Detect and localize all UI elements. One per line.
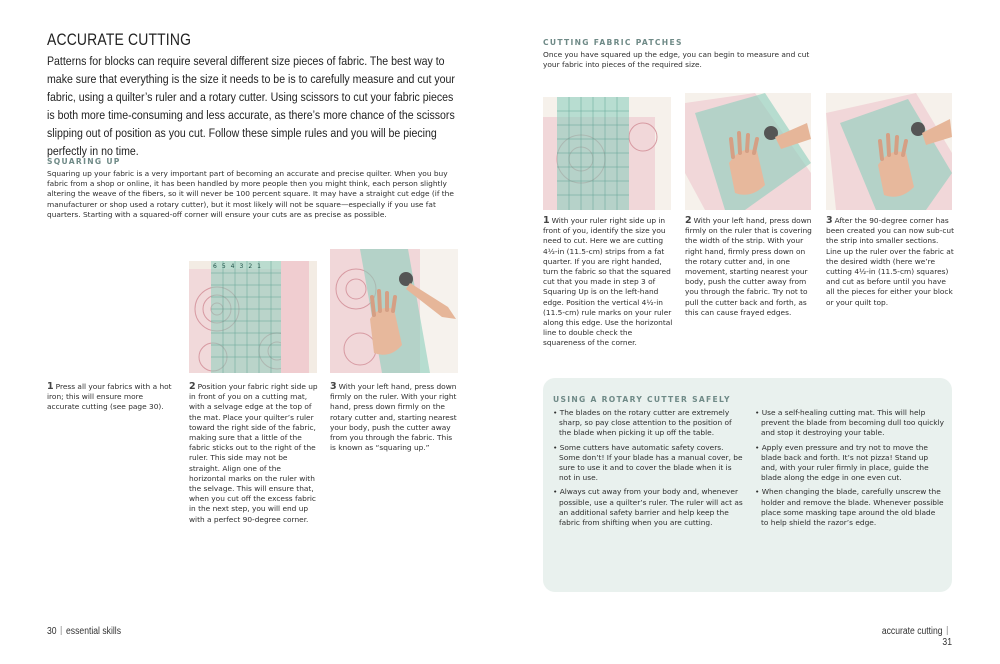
step-text: With your ruler right side up in front of you, identify the size you need to cut. Here we are cutting 4½-in (11.5-cm) strips from a fat quarter. If you are right handed, turn the fabric so that the squared cut that you made in step 3 of Squaring Up is on the left-hand edge. Position the vertical 4½-in (11.5-cm) rule marks on your ruler along this edge. Use the horizontal line to double check the squareness of the corner. (543, 216, 673, 348)
footer-label: accurate cutting (881, 626, 943, 637)
ruler-number: 5 (221, 263, 231, 270)
cutting-hand-illustration (330, 249, 458, 373)
ruler-number: 3 (239, 263, 249, 270)
squaring-step-3 (330, 382, 460, 453)
safety-bullet: • Apply even pressure and try not to move the blade back and forth. It’s not pizza! Stand up and, with your ruler firmly in place, guide the blade along the edge in one even cut. (755, 442, 929, 483)
step-number: 3 (330, 381, 337, 392)
rotary-bullets-left (553, 408, 743, 532)
cutting-patches-intro: Once you have squared up the edge, you can begin to measure and cut your fabric into pieces of the required size. (543, 50, 810, 70)
ruler-vertical-illustration (543, 97, 671, 210)
patches-photo-1 (543, 97, 671, 210)
left-footer (47, 626, 121, 637)
safety-bullet: • When changing the blade, carefully unscrew the holder and remove the blade. Whenever possible place some masking tape around the old blade to help shield the razor’s edge. (755, 487, 944, 528)
footer-label: essential skills (66, 626, 122, 637)
step-text: With your left hand, press down firmly on the ruler that is covering the width of the strip. With your right hand, firmly press down on the rotary cutter and, in one movement, starting nearest your body, push the cutter away from you through the fabric. Try not to pull the cutter back and forth, as this can cause frayed edges. (685, 216, 812, 317)
patches-step-2 (685, 216, 813, 318)
safety-bullet: • Some cutters have automatic safety covers. Some don’t! If your blade has a manual cover, be sure to use it and to cover the blade when it is not in use. (553, 442, 743, 483)
ruler-number: 4 (230, 263, 240, 270)
page-title: ACCURATE CUTTING (47, 30, 192, 49)
patches-photo-3 (826, 93, 952, 210)
ruler-on-fabric-illustration (189, 261, 317, 373)
ruler-number: 2 (248, 263, 258, 270)
safety-bullet: • Always cut away from your body and, whenever possible, use a quilter’s ruler. The ruler will act as an additional safety barrier and help keep the fabric from shifting when you are cutting. (553, 487, 743, 528)
page-number: 30 (47, 626, 57, 637)
page-number: 31 (942, 637, 952, 648)
squaring-photo-3 (330, 249, 458, 373)
step-number: 2 (189, 381, 196, 392)
subcut-illustration (826, 93, 952, 210)
squaring-up-heading: SQUARING UP (47, 157, 121, 166)
step-text: With your left hand, press down firmly on the ruler. With your right hand, press down firmly on the rotary cutter and, starting nearest your body, push the cutter away from you through the fabric. This is known as “squaring up.” (330, 382, 457, 453)
patches-photo-2 (685, 93, 811, 210)
ruler-number: 6 (213, 263, 222, 270)
step-number: 1 (543, 215, 550, 226)
press-ruler-illustration (685, 93, 811, 210)
step-text: Press all your fabrics with a hot iron; this will ensure more accurate cutting (see page 30). (47, 382, 172, 412)
step-number: 3 (826, 215, 833, 226)
rotary-safety-heading: USING A ROTARY CUTTER SAFELY (553, 395, 731, 404)
patches-step-3 (826, 216, 954, 308)
rotary-bullets-right (755, 408, 945, 532)
safety-bullet: • The blades on the rotary cutter are extremely sharp, so pay close attention to the position of the blade when picking it up off the table. (553, 408, 732, 438)
patches-step-1 (543, 216, 673, 349)
step-text: After the 90-degree corner has been created you can now sub-cut the strip into smaller sections. Line up the ruler over the fabric at the desired width (here we’re cutting 4½-in (11.5-cm) squares) and cut as before until you have all the pieces for either your block or your quilt top. (826, 216, 955, 307)
cutting-patches-heading: CUTTING FABRIC PATCHES (543, 38, 683, 47)
step-number: 1 (47, 381, 54, 392)
squaring-up-text: Squaring up your fabric is a very important part of becoming an accurate and precise quilter. When you buy fabric from a shop or online, it has been handled by more people then you might think, each person slightly altering the weave of the fibers, so it will never be 100 percent square. It may have a straight cut edge (if the manufacturer or shop used a rotary cutter), but it most likely will not be square—especially if you use fat quarters. Starting with a squared-off corner will ensure your cuts are as precise as possible. (47, 169, 454, 219)
step-number: 2 (685, 215, 692, 226)
safety-bullet: • Use a self-healing cutting mat. This will help prevent the blade from becoming dull too quickly and stop it destroying your table. (755, 408, 944, 438)
squaring-step-1 (47, 382, 175, 413)
step-text: Position your fabric right side up in front of you on a cutting mat, with a selvage edge at the top of the mat. Place your quilter’s ruler toward the right side of the fabric, making sure that a little of the fabric sticks out to the right of the ruler. This side may not be straight. Align one of the horizontal marks on the ruler with the selvage. This will ensure that, when you cut off the excess fabric in the next step, you will end up with a perfect 90-degree corner. (189, 382, 318, 524)
intro-paragraph: Patterns for blocks can require several different size pieces of fabric. The best way to make sure that everything is the size it needs to be is to carefully measure and cut your fabric, using a quilter’s ruler and a rotary cutter. Using scissors to cut your fabric pieces is both more time-consuming and less accurate, as there’s more chance of the scissors slipping out of position as you cut. Follow these simple rules and you will be piecing perfectly in no time. (47, 54, 455, 158)
right-footer (881, 626, 952, 648)
ruler-number: 1 (257, 263, 266, 270)
ruler-number-labels (213, 263, 266, 270)
squaring-step-2 (189, 382, 319, 525)
squaring-photo-2 (189, 261, 317, 373)
